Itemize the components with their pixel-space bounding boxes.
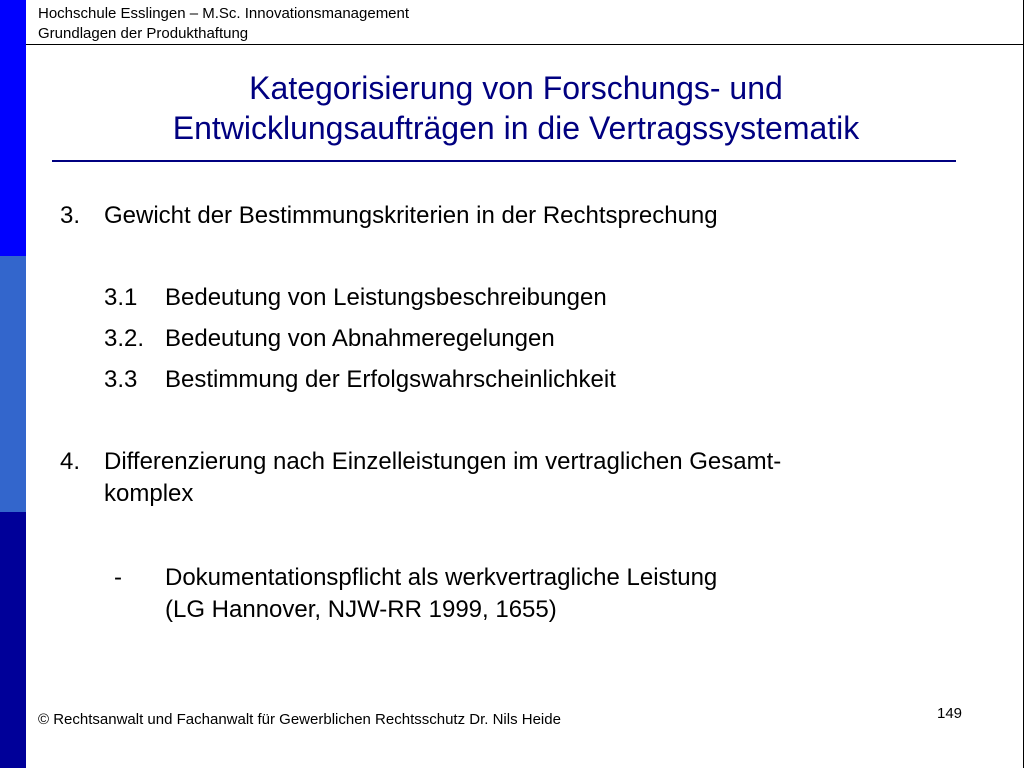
list-text-line-2: komplex (104, 480, 194, 507)
page-number: 149 (937, 705, 963, 722)
left-stripe-top (0, 0, 26, 256)
slide-title (50, 68, 982, 148)
sub-number: 3.2. (104, 325, 145, 352)
sub-number: 3.3 (104, 366, 138, 393)
title-line-1: Kategorisierung von Forschungs- und (249, 70, 783, 106)
list-number: 4. (60, 448, 81, 475)
left-stripe-bottom (0, 512, 26, 768)
title-line-2: Entwicklungsaufträgen in die Vertragssystematik (172, 110, 860, 146)
sub-text: Bedeutung von Abnahmeregelungen (165, 325, 555, 352)
sub-text: Bestimmung der Erfolgswahrscheinlichkeit (165, 366, 616, 393)
sub-number: 3.1 (104, 284, 138, 311)
bullet-marker: - (114, 564, 122, 591)
list-text-line-1: Differenzierung nach Einzelleistungen im vertraglichen Gesamt- (104, 448, 782, 475)
bullet-text-line-1: Dokumentationspflicht als werkvertragliche Leistung (165, 564, 718, 591)
footer-copyright: © Rechtsanwalt und Fachanwalt für Gewerblichen Rechtsschutz Dr. Nils Heide (38, 711, 561, 728)
list-number: 3. (60, 202, 81, 229)
header-course: Grundlagen der Produkthaftung (38, 25, 249, 42)
list-text: Gewicht der Bestimmungskriterien in der Rechtsprechung (104, 202, 718, 229)
left-stripe-middle (0, 256, 26, 512)
bullet-text-line-2: (LG Hannover, NJW-RR 1999, 1655) (165, 596, 557, 623)
sub-text: Bedeutung von Leistungsbeschreibungen (165, 284, 607, 311)
header-divider (26, 44, 1024, 45)
title-underline (52, 160, 956, 162)
header-institution: Hochschule Esslingen – M.Sc. Innovationsmanagement (38, 5, 410, 22)
slide-header (38, 4, 409, 44)
